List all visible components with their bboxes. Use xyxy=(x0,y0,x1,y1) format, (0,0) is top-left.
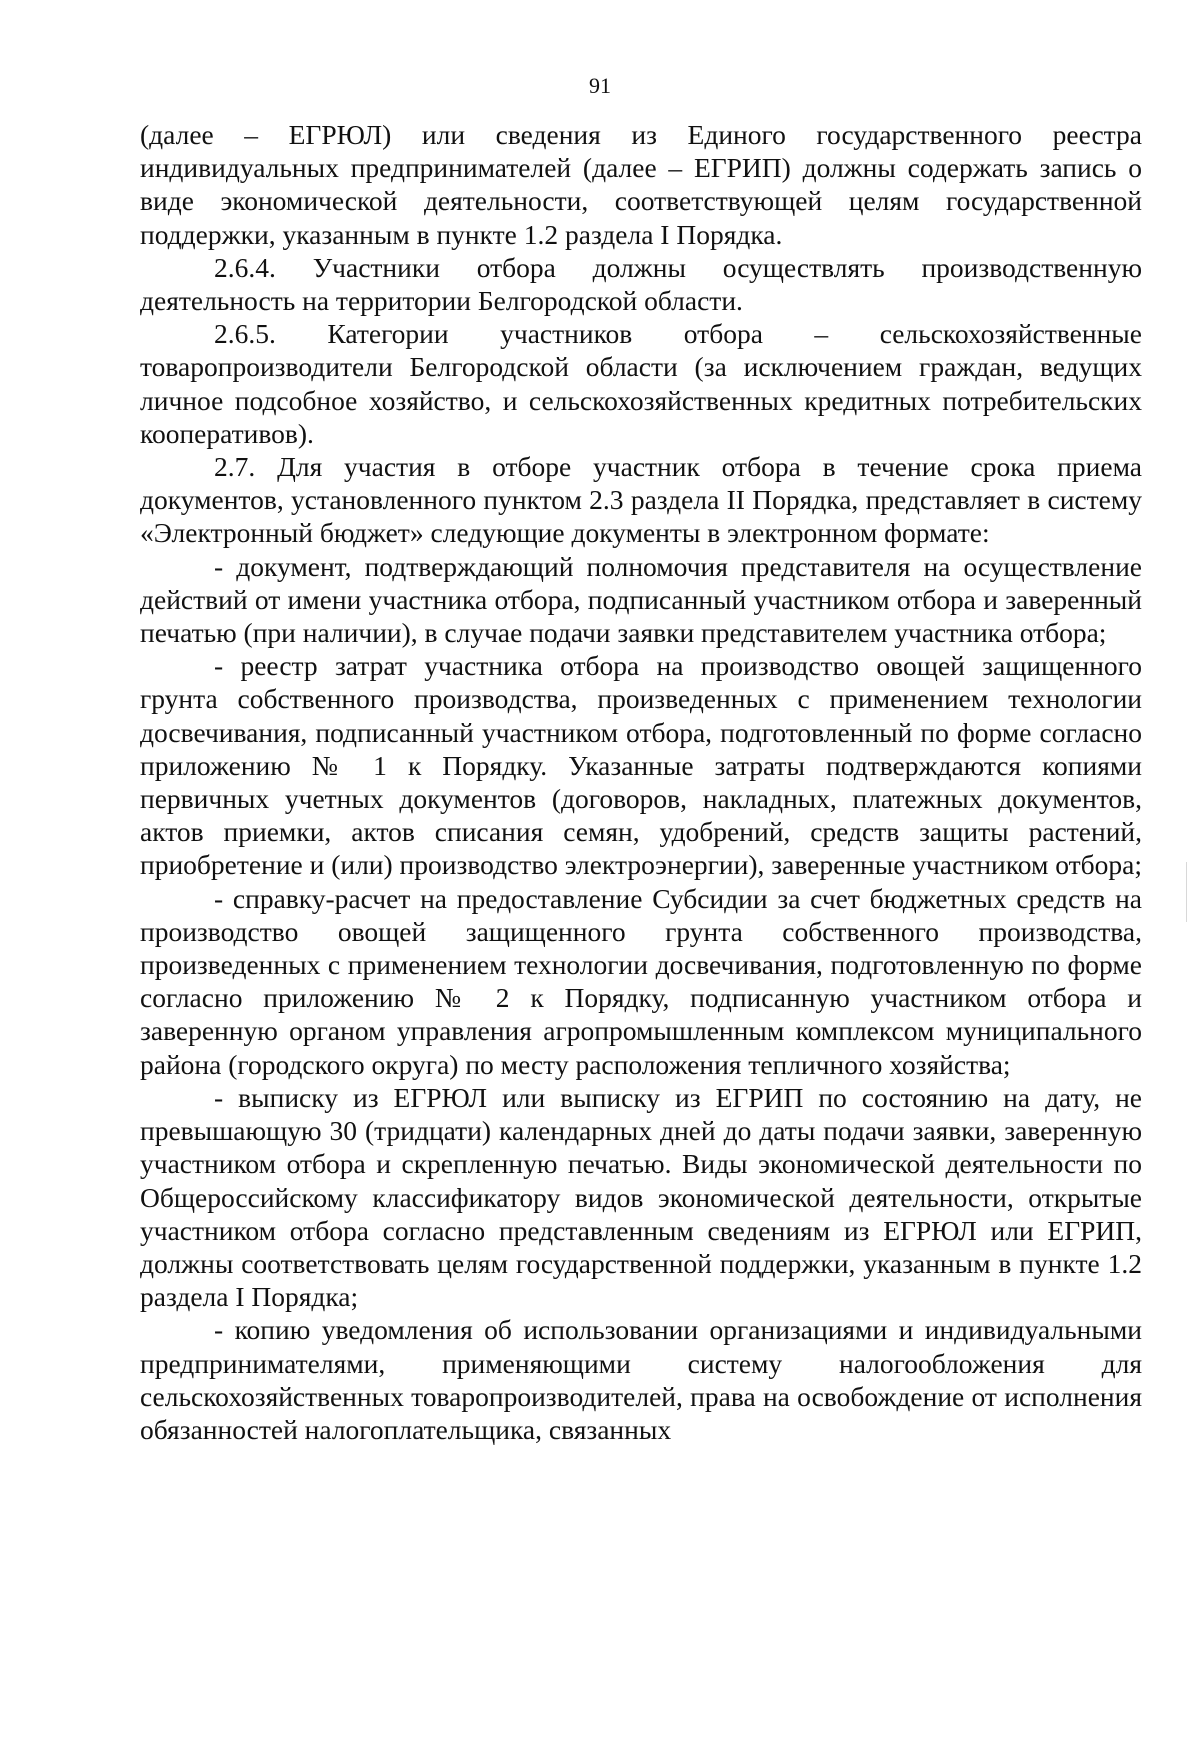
paragraph-2-7: 2.7. Для участия в отборе участник отбора в течение срока приема документов, установленного пунктом 2.3 раздела II Порядка, представляет в систему «Электронный бюджет» следующие документы в электронном формате: xyxy=(140,451,1142,549)
list-item-cost-register: - реестр затрат участника отбора на производство овощей защищенного грунта собственного производства, произведенных с применением технологии досвечивания, подписанный участником отбора, подготовленный по форме согласно приложению № 1 к Порядку. Указанные затраты подтверждаются копиями первичных учетных документов (договоров, накладных, платежных документов, актов приемки, актов списания семян, удобрений, средств защиты растений, приобретение и (или) производство электроэнергии), заверенные участником отбора; xyxy=(140,650,1142,881)
paragraph-continuation: (далее – ЕГРЮЛ) или сведения из Единого государственного реестра индивидуальных предпринимателей (далее – ЕГРИП) должны содержать запись о виде экономической деятельности, соответствующей целям государственной поддержки, указанным в пункте 1.2 раздела I Порядка. xyxy=(140,119,1142,250)
list-item-authority-document: - документ, подтверждающий полномочия представителя на осуществление действий от имени участника отбора, подписанный участником отбора и заверенный печатью (при наличии), в случае подачи заявки представителем участника отбора; xyxy=(140,550,1142,649)
document-body xyxy=(140,118,1142,1446)
list-item-subsidy-calculation: - справку-расчет на предоставление Субсидии за счет бюджетных средств на производство овощей защищенного грунта собственного производства, произведенных с применением технологии досвечивания, подготовленную по форме согласно приложению № 2 к Порядку, подписанную участником отбора и заверенную органом управления агропромышленным комплексом муниципального района (городского округа) по месту расположения тепличного хозяйства; xyxy=(140,882,1142,1080)
page-number: 91 xyxy=(589,73,611,98)
paragraph-2-6-4: 2.6.4. Участники отбора должны осуществлять производственную деятельность на территории Белгородской области. xyxy=(140,251,1142,317)
list-item-notification-copy: - копию уведомления об использовании организациями и индивидуальными предпринимателями, применяющими систему налогообложения для сельскохозяйственных товаропроизводителей, права на освобождение от исполнения обязанностей налогоплательщика, связанных xyxy=(140,1314,1142,1445)
paragraph-2-6-5: 2.6.5. Категории участников отбора – сельскохозяйственные товаропроизводители Белгородской области (за исключением граждан, ведущих личное подсобное хозяйство, и сельскохозяйственных кредитных потребительских кооперативов). xyxy=(140,318,1142,449)
scan-artifact-line xyxy=(1186,862,1187,922)
list-item-registry-extract: - выписку из ЕГРЮЛ или выписку из ЕГРИП по состоянию на дату, не превышающую 30 (тридцати) календарных дней до даты подачи заявки, заверенную участником отбора и скрепленную печатью. Виды экономической деятельности по Общероссийскому классификатору видов экономической деятельности, открытые участником отбора согласно представленным сведениям из ЕГРЮЛ или ЕГРИП, должны соответствовать целям государственной поддержки, указанным в пункте 1.2 раздела I Порядка; xyxy=(140,1081,1142,1313)
